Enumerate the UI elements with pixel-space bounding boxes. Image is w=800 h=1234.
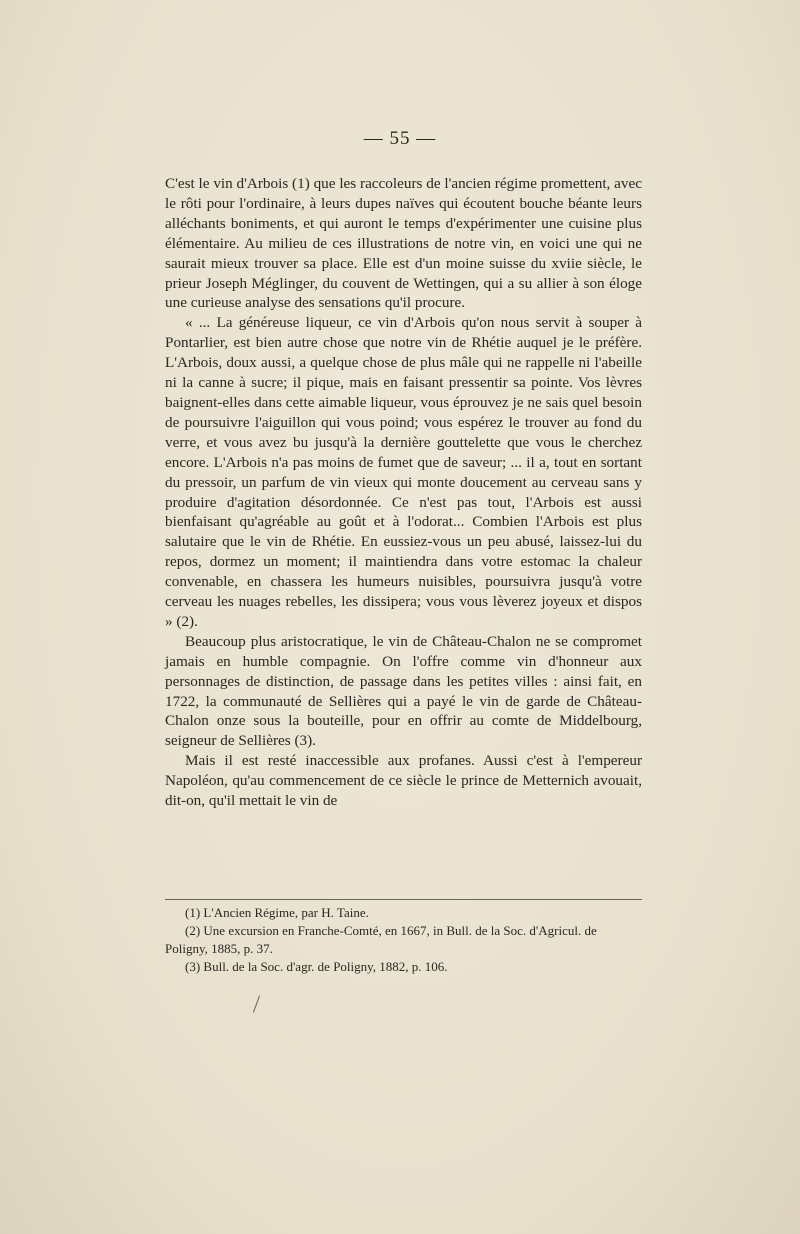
footnote: (1) L'Ancien Régime, par H. Taine. xyxy=(185,905,369,920)
footnote: (2) Une excursion en Franche-Comté, en 1667, in Bull. de la Soc. d'Agricul. de Poligny, 1885, p. 37. xyxy=(165,923,597,956)
paragraph: C'est le vin d'Arbois (1) que les raccoleurs de l'ancien régime promettent, avec le rôti pour l'ordinaire, à leurs dupes naïves qui écoutent bouche béante leurs alléchants boniments, et qui auront le temps d'expérimenter une cuisine plus élémentaire. Au milieu de ces illustrations de notre vin, en voici une qui ne saurait mieux trouver sa place. Elle est d'un moine suisse du xviie siècle, le prieur Joseph Méglinger, du couvent de Wettingen, qui a su allier à son éloge une curieuse analyse des sensations qu'il procure. xyxy=(165,175,642,312)
footnote: (3) Bull. de la Soc. d'agr. de Poligny, 1882, p. 106. xyxy=(185,959,448,974)
footnote-rule xyxy=(165,899,642,900)
body-text xyxy=(165,174,642,811)
page-number: — 55 — xyxy=(363,128,437,149)
paragraph: Mais il est resté inaccessible aux profanes. Aussi c'est à l'empereur Napoléon, qu'au commencement de ce siècle le prince de Metternich avouait, dit-on, qu'il mettait le vin de xyxy=(165,752,642,810)
pencil-mark xyxy=(253,995,260,1012)
paragraph: « ... La généreuse liqueur, ce vin d'Arbois qu'on nous servit à souper à Pontarlier, est bien autre chose que notre vin de Rhétie auquel je le préfère. L'Arbois, doux aussi, a quelque chose de plus mâle qui ne rappelle ni l'abeille ni la canne à sucre; il pique, mais en faisant pressentir sa pointe. Vos lèvres baignent-elles dans cette aimable liqueur, vous éprouvez je ne sais quel besoin de poursuivre l'aiguillon qui vous poind; vous espérez le trouver au fond du verre, et vous avez bu jusqu'à la dernière gouttelette que vous le cherchez encore. L'Arbois n'a pas moins de fumet que de saveur; ... il a, tout en sortant du pressoir, un parfum de vin vieux qui monte doucement au cerveau sans y produire d'agitation désordonnée. Ce n'est pas tout, l'Arbois est aussi bienfaisant qu'agréable au goût et à l'odorat... Combien l'Arbois est plus salutaire que le vin de Rhétie. En eussiez-vous un peu abusé, laissez-lui du repos, dormez un moment; il maintiendra dans votre estomac la chaleur convenable, en chassera les humeurs nuisibles, poursuivra jusqu'à votre cerveau les nuages rebelles, les dissipera; vous vous lèverez joyeux et dispos » (2). xyxy=(165,314,642,630)
paragraph: Beaucoup plus aristocratique, le vin de Château-Chalon ne se compromet jamais en humble compagnie. On l'offre comme vin d'honneur aux personnages de distinction, de passage dans les petites villes : ainsi fait, en 1722, la communauté de Sellières qui a payé le vin de garde de Château-Chalon onze sous la bouteille, pour en offrir au comte de Middelbourg, seigneur de Sellières (3). xyxy=(165,632,642,750)
footnotes xyxy=(165,904,642,976)
